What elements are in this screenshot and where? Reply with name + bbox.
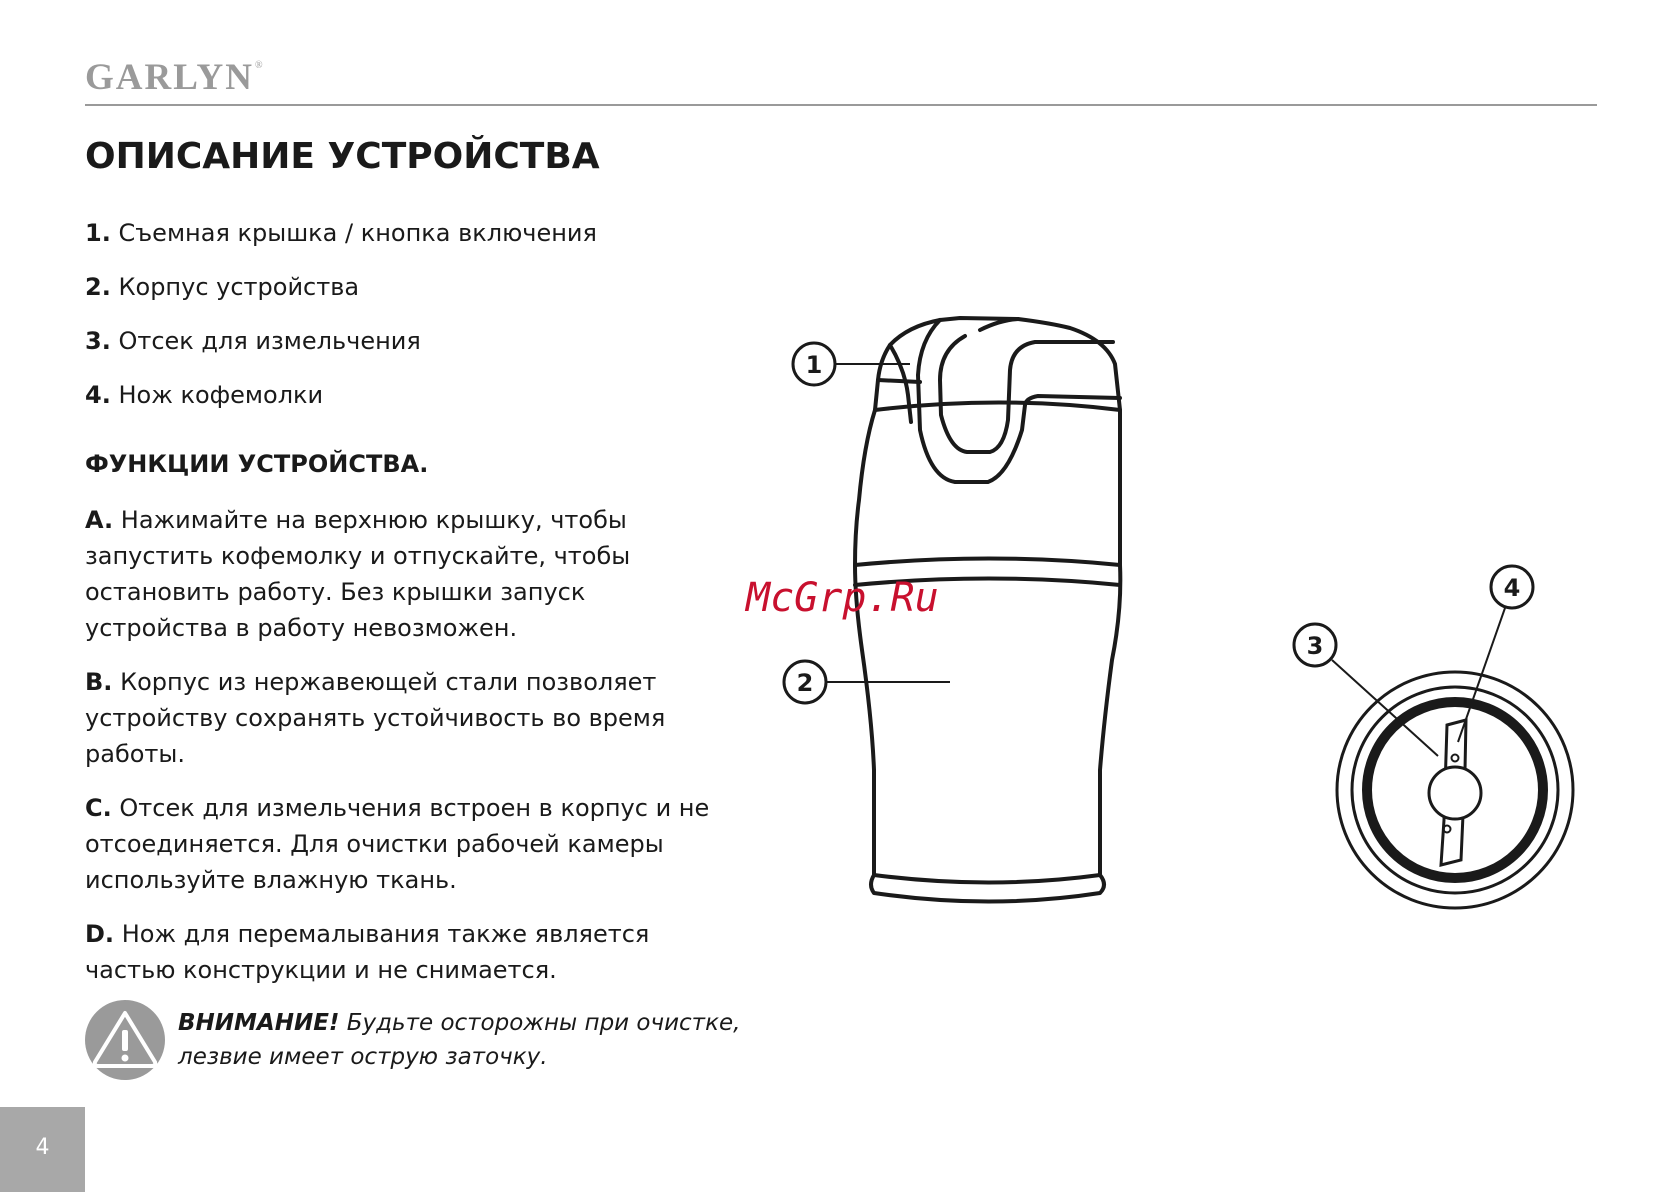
function-letter: B. xyxy=(85,668,113,696)
part-number: 2. xyxy=(85,273,111,301)
page-title: ОПИСАНИЕ УСТРОЙСТВА xyxy=(85,136,600,177)
functions-title: ФУНКЦИИ УСТРОЙСТВА. xyxy=(85,450,429,478)
brand-name: GARLYN xyxy=(85,57,254,98)
part-label: Нож кофемолки xyxy=(118,381,324,409)
page-number-tab xyxy=(0,1107,85,1192)
parts-list xyxy=(85,216,597,432)
part-number: 3. xyxy=(85,327,111,355)
callout-3-label: 3 xyxy=(1306,632,1324,660)
part-label: Отсек для измельчения xyxy=(118,327,421,355)
warning-icon xyxy=(85,1000,165,1080)
brand-logo xyxy=(85,56,265,99)
function-a xyxy=(85,502,725,646)
header-divider xyxy=(85,104,1597,106)
warning-message: Будьте осторожны при очистке, лезвие имеет острую заточку. xyxy=(178,1010,741,1070)
part-label: Съемная крышка / кнопка включения xyxy=(118,219,597,247)
part-number: 1. xyxy=(85,219,111,247)
part-item-2 xyxy=(85,270,597,324)
warning-label: ВНИМАНИЕ! xyxy=(178,1010,340,1036)
callout-1-label: 1 xyxy=(805,351,823,379)
part-number: 4. xyxy=(85,381,111,409)
callout-4-label: 4 xyxy=(1503,574,1521,602)
grinding-chamber-top-view xyxy=(1337,672,1573,908)
function-b xyxy=(85,664,725,772)
registered-mark: ® xyxy=(254,59,265,71)
function-text: Корпус из нержавеющей стали позволяет устройству сохранять устойчивость во время работы. xyxy=(85,668,666,768)
function-text: Отсек для измельчения встроен в корпус и не отсоединяется. Для очистки рабочей камеры используйте влажную ткань. xyxy=(85,794,710,894)
function-d xyxy=(85,916,725,988)
function-letter: C. xyxy=(85,794,112,822)
watermark: McGrp.Ru xyxy=(746,575,939,621)
part-item-4 xyxy=(85,378,597,432)
function-text: Нож для перемалывания также является частью конструкции и не снимается. xyxy=(85,920,650,984)
warning-text xyxy=(178,1006,778,1074)
part-item-1 xyxy=(85,216,597,270)
part-item-3 xyxy=(85,324,597,378)
function-text: Нажимайте на верхнюю крышку, чтобы запустить кофемолку и отпускайте, чтобы остановить работу. Без крышки запуск устройства в работу невозможен. xyxy=(85,506,631,642)
function-letter: A. xyxy=(85,506,114,534)
callout-2-label: 2 xyxy=(796,669,814,697)
function-c xyxy=(85,790,725,898)
function-letter: D. xyxy=(85,920,115,948)
page-number: 4 xyxy=(35,1135,50,1160)
part-label: Корпус устройства xyxy=(118,273,360,301)
